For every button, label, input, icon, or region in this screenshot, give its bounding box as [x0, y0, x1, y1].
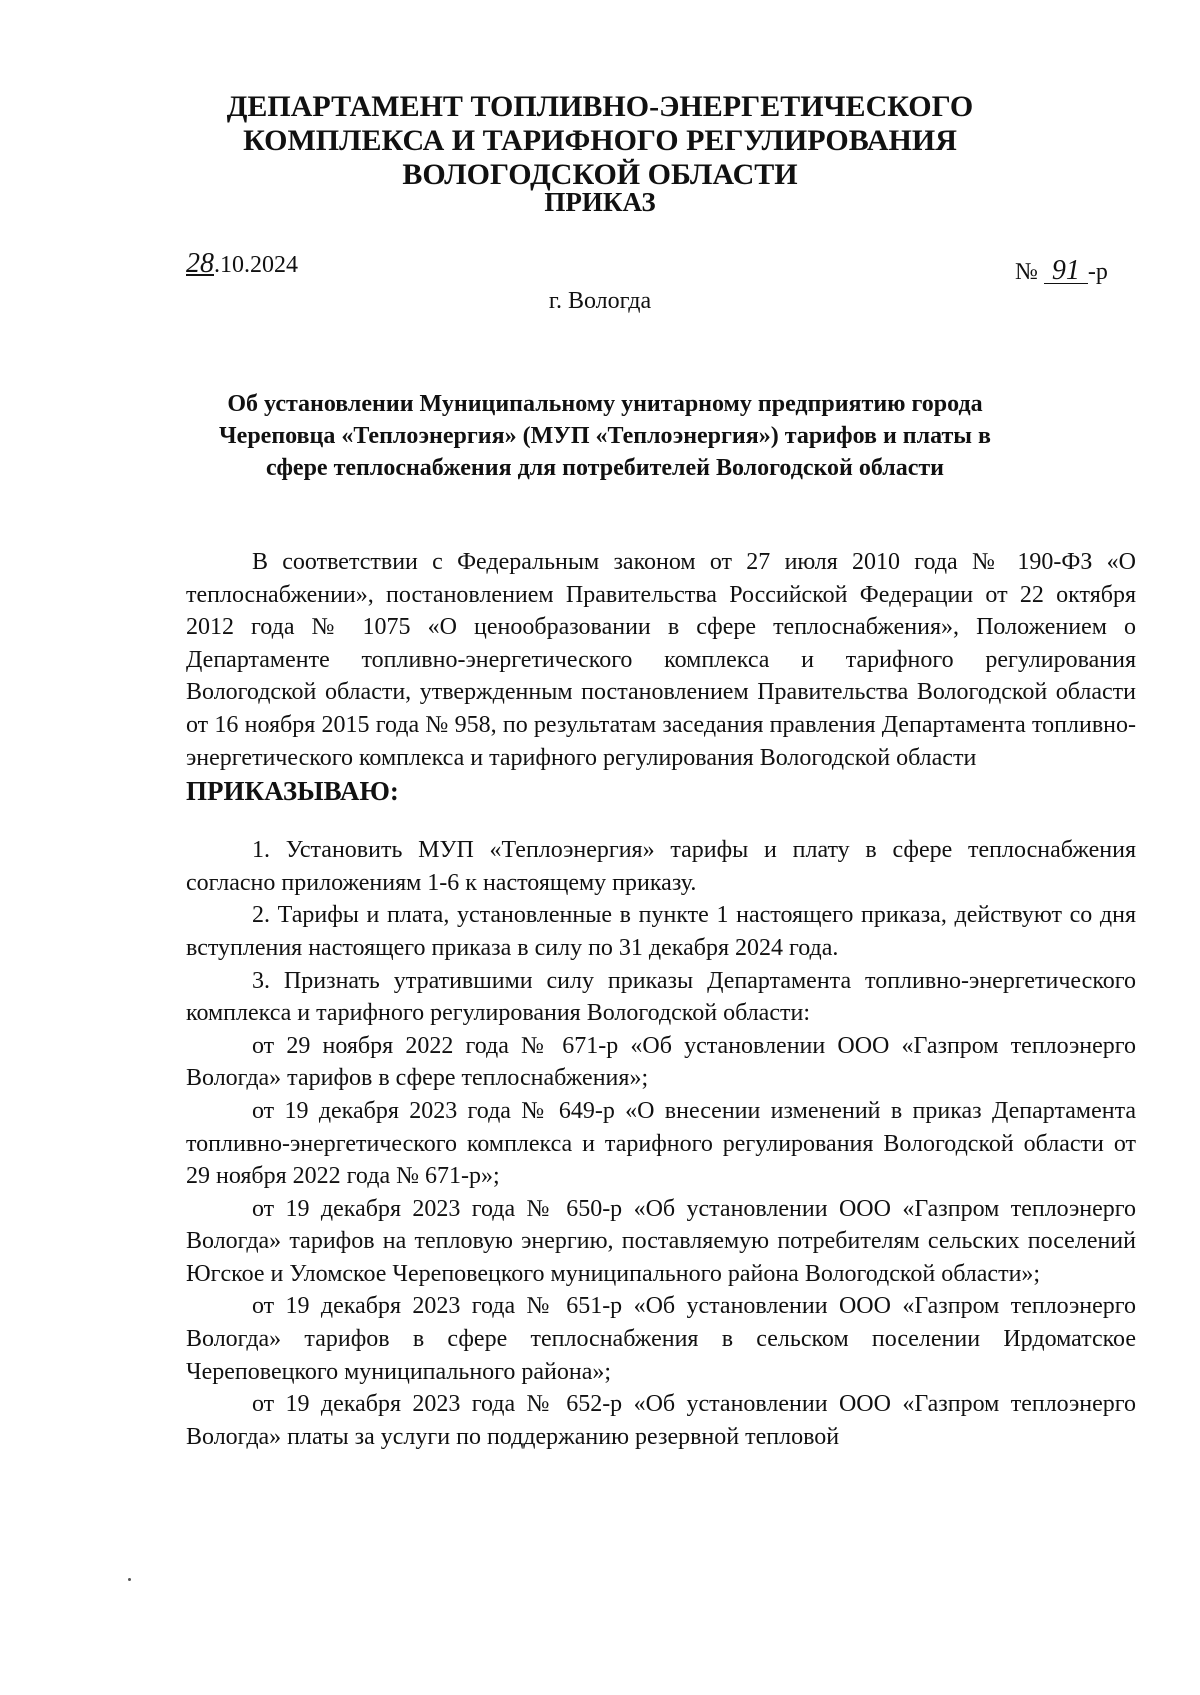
order-item: 3. Признать утратившими силу приказы Департамента топливно-энергетического комплекса и тарифного регулирования Вологодской области: [186, 967, 1136, 1027]
order-item: 1. Установить МУП «Теплоэнергия» тарифы и плату в сфере теплоснабжения согласно приложениям 1-6 к настоящему приказу. [186, 837, 1136, 896]
order-body [186, 546, 1136, 1453]
date-month-year: .10.2024 [214, 252, 298, 278]
handwritten-day: 28 [186, 248, 214, 279]
revoked-order-item: от 19 декабря 2023 года № 651-р «Об установлении ООО «Газпром теплоэнерго Вологда» тарифов в сфере теплоснабжения в сельском поселении Ирдоматское Череповецкого муниципального района»; [186, 1293, 1136, 1385]
revoked-order-item: от 19 декабря 2023 года № 650-р «Об установлении ООО «Газпром теплоэнерго Вологда» тарифов на тепловую энергию, поставляемую потребителям сельских поселений Югское и Уломское Череповецкого муниципального района Вологодской области»; [186, 1195, 1136, 1287]
revoked-order-item: от 19 декабря 2023 года № 649-р «О внесении изменений в приказ Департамента топливно-энергетического комплекса и тарифного регулирования Вологодской области от 29 ноября 2022 года № 671-р»; [186, 1097, 1136, 1190]
issue-city: г. Вологда [548, 288, 652, 314]
scan-artifact [128, 1578, 131, 1581]
order-subject: Об установлении Муниципальному унитарному предприятию города Череповца «Теплоэнергия» (МУП «Теплоэнергия») тарифов и платы в сфере теплоснабжения для потребителей Вологодской области [219, 391, 991, 481]
document-type: ПРИКАЗ [544, 187, 656, 217]
revoked-order-item: от 29 ноября 2022 года № 671-р «Об установлении ООО «Газпром теплоэнерго Вологда» тарифов в сфере теплоснабжения»; [186, 1032, 1136, 1092]
department-name: ДЕПАРТАМЕНТ ТОПЛИВНО-ЭНЕРГЕТИЧЕСКОГО КОМПЛЕКСА И ТАРИФНОГО РЕГУЛИРОВАНИЯ ВОЛОГОДСКОЙ ОБЛАСТИ [226, 90, 974, 191]
handwritten-number: 91 [1044, 259, 1088, 284]
number-suffix: -р [1087, 259, 1108, 285]
order-number [1015, 255, 1108, 286]
number-sign: № [1015, 259, 1038, 285]
order-verb: ПРИКАЗЫВАЮ: [186, 776, 399, 807]
order-date [186, 250, 298, 279]
order-item: 2. Тарифы и плата, установленные в пункте 1 настоящего приказа, действуют со дня вступления настоящего приказа в силу по 31 декабря 2024 года. [186, 902, 1136, 961]
revoked-order-item: от 19 декабря 2023 года № 652-р «Об установлении ООО «Газпром теплоэнерго Вологда» платы за услуги по поддержанию резервной тепловой [186, 1391, 1136, 1450]
preamble-paragraph: В соответствии с Федеральным законом от 27 июля 2010 года № 190-ФЗ «О теплоснабжении», постановлением Правительства Российской Федерации от 22 октября 2012 года № 1075 «О ценообразовании в сфере теплоснабжения», Положением о Департаменте топливно-энергетического комплекса и тарифного регулирования Вологодской области, утвержденным постановлением Правительства Вологодской области от 16 ноября 2015 года № 958, по результатам заседания правления Департамента топливно-энергетического комплекса и тарифного регулирования Вологодской области [186, 549, 1136, 771]
